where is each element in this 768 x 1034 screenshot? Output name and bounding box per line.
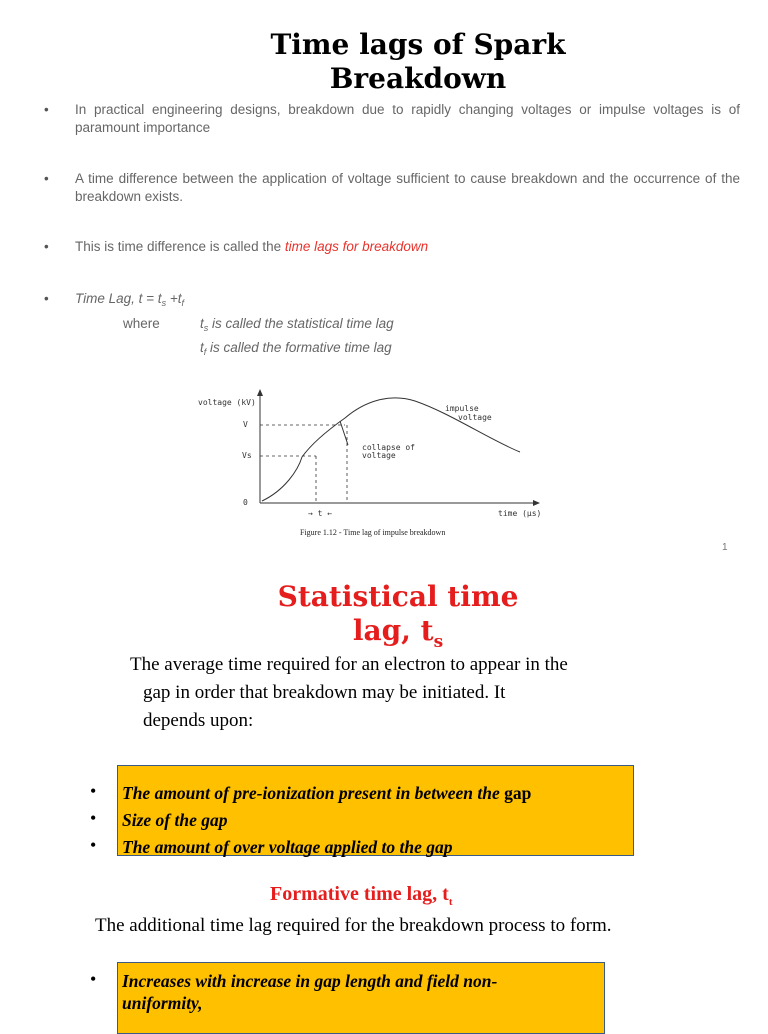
bullet-1 [44, 101, 744, 141]
slide2-body-line2: gap in order that breakdown may be initiated. It [143, 682, 506, 703]
y-axis-arrow [257, 389, 263, 396]
bullet-dot: • [44, 239, 49, 254]
slide2-title-line2: lag, $t_s$ [352, 614, 444, 652]
slide3-body: The additional time lag required for the breakdown process to form. [95, 915, 612, 936]
collapse-label-2: voltage [362, 451, 396, 460]
y-axis-label: voltage (kV) [198, 398, 256, 407]
bullet-2-text: A time difference between the application of voltage sufficient to cause breakdown and the occurrence of the breakdown exists. [75, 171, 740, 204]
tick-zero: 0 [243, 498, 248, 507]
slide1-title-line2: Breakdown [329, 62, 507, 95]
slide1-title [200, 28, 636, 96]
t-marker: → t ← [308, 509, 333, 518]
bullet-3-text: This is time difference is called the time lags for breakdown [75, 239, 429, 254]
slide3-title: Formative time lag, $t_t$ [270, 883, 453, 908]
bullet-4-formula [44, 290, 744, 360]
x-axis-label: time (μs) [498, 509, 542, 518]
bullet-1-text: In practical engineering designs, breakdown due to rapidly changing voltages or impulse voltages is of paramount importance [75, 102, 740, 135]
tick-v: V [243, 420, 248, 429]
bullet-3 [44, 238, 744, 258]
where-label: where [123, 316, 160, 331]
bullet-dot: • [44, 171, 49, 186]
bullet-dot: • [90, 781, 97, 801]
x-axis-arrow [533, 500, 540, 506]
slide2-title-line1: Statistical time [277, 580, 519, 613]
bullet-dot: • [44, 102, 49, 117]
ts-definition: $t_s$ is called the statistical time lag [200, 316, 394, 333]
slide2-body [130, 651, 670, 735]
page-number: 1 [722, 542, 728, 553]
impulse-label-1: impulse [445, 404, 479, 413]
collapse-label-1: collapse of [362, 443, 415, 452]
tick-vs: Vs [242, 451, 252, 460]
impulse-label-2: voltage [458, 413, 492, 422]
time-lags-emphasis: time lags for breakdown [284, 239, 429, 254]
slide2-body-line1: The average time required for an electron to appear in the [130, 654, 568, 675]
tf-definition: $t_f$ is called the formative time lag [200, 340, 392, 357]
bullet-dot: • [90, 835, 97, 855]
figure-caption: Figure 1.12 - Time lag of impulse breakdown [300, 528, 446, 537]
slide1-title-line1: Time lags of Spark [270, 28, 566, 61]
bullet-dot: • [44, 291, 49, 306]
bullet-dot: • [90, 969, 97, 989]
bullet-2 [44, 170, 744, 210]
formula-line: Time Lag, $t = t_s +t_f$ [75, 291, 184, 308]
bullet-dot: • [90, 808, 97, 828]
impulse-breakdown-figure [190, 385, 550, 525]
slide2-title [248, 580, 548, 659]
slide2-body-line3: depends upon: [143, 710, 254, 731]
